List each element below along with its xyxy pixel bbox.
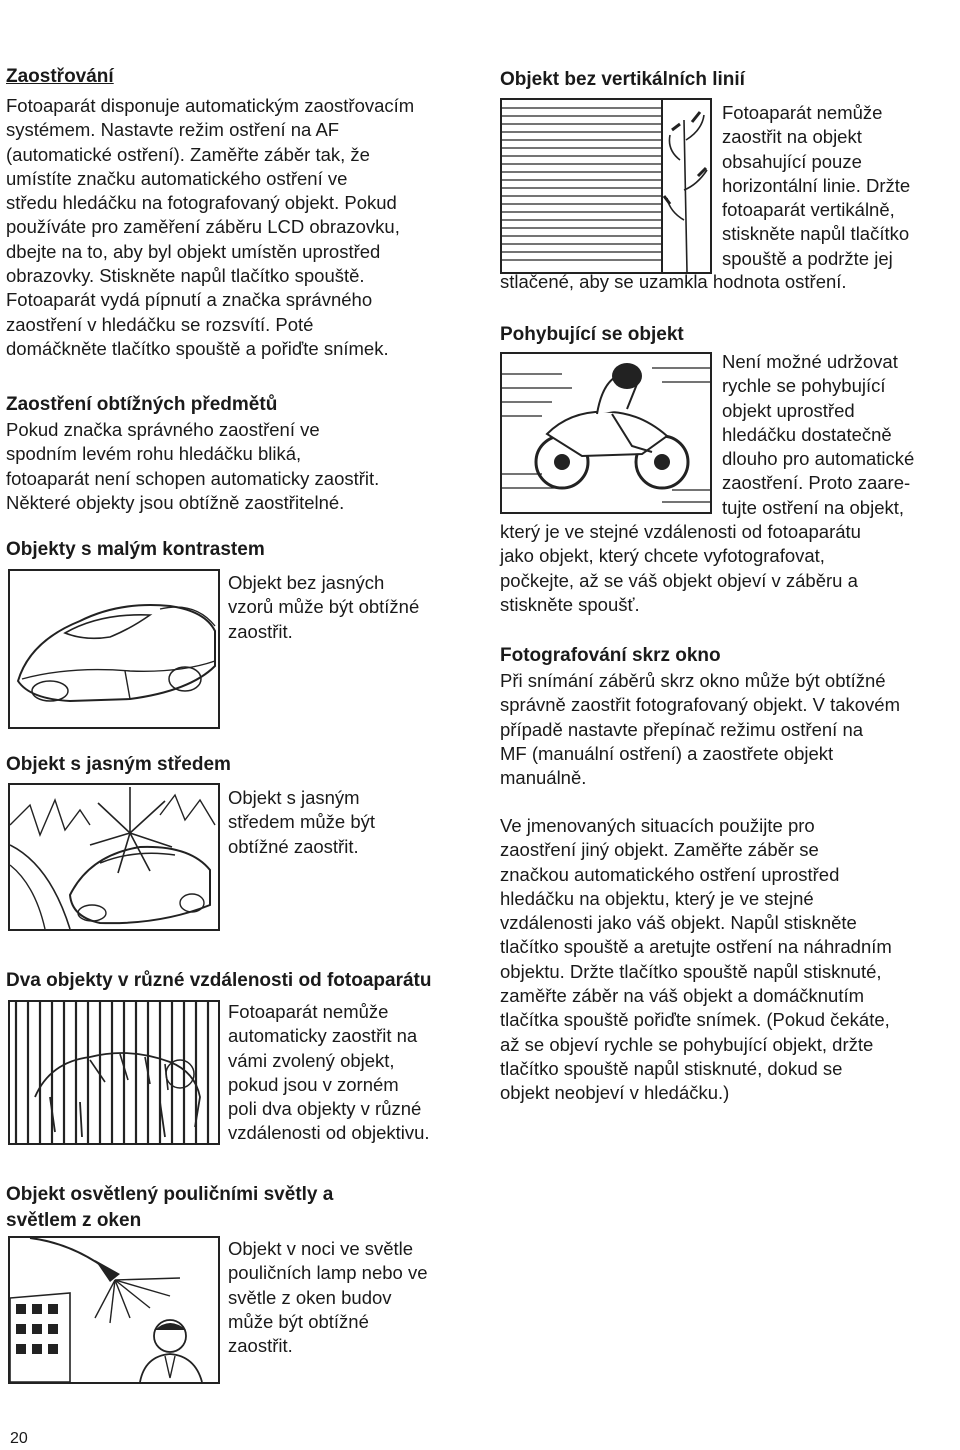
street-lights-text: Objekt v noci ve světle pouličních lamp nebo ve světle z oken budov může být obtížné zaostřit. bbox=[228, 1238, 428, 1357]
no-vertical-title: Objekt bez vertikálních linií bbox=[500, 69, 745, 90]
two-distances-title: Dva objekty v různé vzdálenosti od fotoaparátu bbox=[6, 970, 432, 991]
focus-title: Zaostřování bbox=[6, 66, 114, 87]
car-illustration bbox=[8, 569, 220, 729]
low-contrast-text: Objekt bez jasných vzorů může být obtížné zaostřit. bbox=[228, 572, 420, 642]
page-number: 20 bbox=[10, 1430, 28, 1447]
moving-title: Pohybující se objekt bbox=[500, 324, 684, 345]
no-vertical-side-text: Fotoaparát nemůže zaostřit na objekt obsahující pouze horizontální linie. Držte fotoaparát vertikálně, stiskněte napůl tlačítko spouště a podržte jej bbox=[722, 102, 911, 269]
moving-full-text: který je ve stejné vzdálenosti od fotoaparátu jako objekt, který chcete vyfotografovat, počkejte, až se váš objekt objeví v záběru a stiskněte spoušť. bbox=[500, 521, 861, 615]
two-distances-text: Fotoaparát nemůže automaticky zaostřit na vámi zvolený objekt, pokud jsou v zorném poli dva objekty v různé vzdálenosti od objektivu. bbox=[228, 1001, 430, 1144]
bright-center-title: Objekt s jasným středem bbox=[6, 754, 231, 775]
blinds-illustration bbox=[500, 98, 712, 274]
tiger-behind-bars-illustration bbox=[8, 1000, 220, 1145]
section-focus bbox=[6, 64, 468, 361]
street-lights-title: Objekt osvětlený pouličními světly a světlem z oken bbox=[6, 1184, 334, 1231]
no-vertical-full-text: stlačené, aby se uzamkla hodnota ostření. bbox=[500, 271, 847, 292]
street-lamp-illustration bbox=[8, 1236, 220, 1384]
motorcycle-illustration bbox=[500, 352, 712, 514]
moving-side-text: Není možné udržovat rychle se pohybující objekt uprostřed hledáčku dostatečně dlouho pro automatické zaostření. Proto zaare- tujte ostření na objekt, bbox=[722, 351, 915, 518]
window-title: Fotografování skrz okno bbox=[500, 645, 721, 666]
section-situations: Ve jmenovaných situacích použijte pro zaostření jiný objekt. Zaměřte záběr se značkou automatického ostření uprostřed hledáčku na objektu, který je ve stejné vzdálenosti jako váš objekt. Napůl stiskněte tlačítko spouště a aretujte ostření na náhradním objektu. Držte tlačítko spouště napůl stisknuté, zaměřte záběr na váš objekt a domáčknutím tlačítka spouště pořiďte snímek. (Pokud čekáte, až se objeví rychle se pohybující objekt, držte tlačítko spouště napůl stisknuté, dokud se objekt neobjeví v hledáčku.) bbox=[500, 815, 892, 1104]
section-window: Fotografování skrz okno Při snímání záběrů skrz okno může být obtížné správně zaostřit fotografovaný objekt. V takovém případě nastavte přepínač režimu ostření na MF (manuální ostření) a zaostřete objekt manuálně. bbox=[500, 643, 955, 790]
bright-center-text: Objekt s jasným středem může být obtížné zaostřit. bbox=[228, 787, 376, 857]
low-contrast-title: Objekty s malým kontrastem bbox=[6, 539, 265, 560]
car-glare-illustration bbox=[8, 783, 220, 931]
difficult-title: Zaostření obtížných předmětů bbox=[6, 394, 278, 415]
focus-body: Fotoaparát disponuje automatickým zaostřovacím systémem. Nastavte režim ostření na AF (automatické ostření). Zaměřte záběr tak, že umístíte značku automatického ostření ve středu hledáčku na fotografovaný objekt. Pokud používáte pro zaměření záběru LCD obrazovku, dbejte na to, aby byl objekt umístěn uprostřed obrazovky. Stiskněte napůl tlačítko spouště. Fotoaparát vydá pípnutí a značka správného zaostření v hledáčku se rozsvítí. Poté domáčkněte tlačítko spouště a pořiďte snímek. bbox=[6, 95, 415, 359]
section-difficult: Zaostření obtížných předmětů Pokud značka správného zaostření ve spodním levém rohu hledáčku bliká, fotoaparát není schopen automaticky zaostřit. Některé objekty jsou obtížně zaostřitelné. bbox=[6, 392, 468, 515]
